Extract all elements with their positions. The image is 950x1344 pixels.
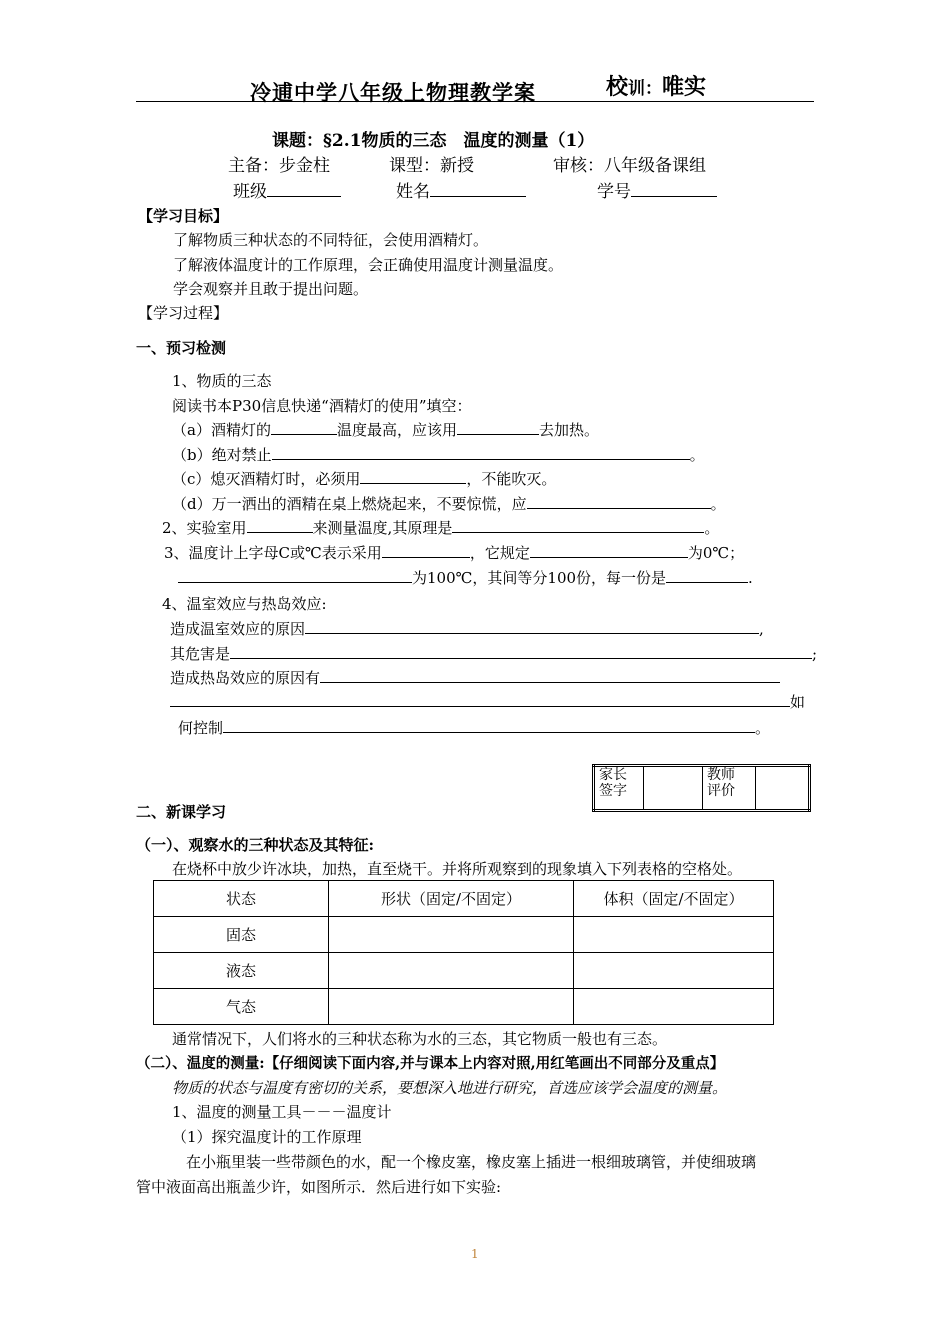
sub2-heading: （二）、温度的测量:【仔细阅读下面内容,并与课本上内容对照,用红笔画出不同部分及重点】	[136, 1055, 725, 1072]
blank[interactable]	[457, 420, 539, 435]
q4-line1	[170, 618, 764, 639]
tool-text: 1、温度的测量工具－－－温度计	[172, 1103, 392, 1121]
goal-item: 了解液体温度计的工作原理，会正确使用温度计测量温度。	[173, 256, 564, 274]
name-label: 姓名	[396, 182, 430, 202]
q2-text: 2、实验室用	[162, 519, 247, 537]
para-line1: 在小瓶里装一些带颜色的水，配一个橡皮塞，橡皮塞上插进一根细玻璃管，并使细玻璃	[186, 1153, 757, 1171]
blank[interactable]	[305, 619, 759, 634]
table-row	[154, 989, 774, 1025]
explore-text: （1）探究温度计的工作原理	[172, 1128, 362, 1146]
motto-text: 唯实	[662, 75, 707, 100]
blank[interactable]	[452, 518, 704, 533]
sub1-heading: （一）、观察水的三种状态及其特征:	[136, 836, 375, 854]
q3-text: ，它规定	[469, 544, 530, 562]
q1b-text: （b）绝对禁止	[172, 446, 272, 464]
q3-text: 为0℃；	[687, 544, 745, 562]
school-motto	[606, 70, 706, 101]
sign-label: 签字	[599, 783, 627, 799]
q4-text: 造成热岛效应的原因有	[170, 669, 321, 687]
shape-cell[interactable]	[329, 989, 574, 1025]
state-cell: 气态	[154, 989, 329, 1025]
q1b-text: 。	[689, 446, 705, 464]
table-row	[154, 917, 774, 953]
motto-label: 训：	[628, 79, 663, 99]
signature-box	[592, 764, 811, 812]
q4-line2	[170, 643, 817, 664]
q4-text: 。	[755, 719, 771, 737]
table-header: 体积（固定/不固定）	[574, 881, 774, 917]
volume-cell[interactable]	[574, 917, 774, 953]
process-heading: 【学习过程】	[138, 304, 229, 322]
class-field[interactable]	[233, 177, 341, 202]
q4-text: 造成温室效应的原因	[170, 620, 306, 638]
lesson-title: 课题：§2.1物质的三态 温度的测量（1）	[272, 131, 595, 151]
q3-text: 3、温度计上字母C或℃表示采用	[164, 544, 382, 562]
blank[interactable]	[247, 518, 313, 533]
blank[interactable]	[527, 494, 711, 509]
table-row	[154, 953, 774, 989]
header-rule	[136, 101, 814, 102]
sub1-text: 在烧杯中放少许冰块，加热，直至烧干。并将所观察到的现象填入下列表格的空格处。	[172, 860, 743, 878]
blank[interactable]	[666, 568, 748, 583]
q2-line	[162, 517, 719, 538]
q1c-line	[172, 468, 556, 489]
volume-cell[interactable]	[574, 953, 774, 989]
shape-cell[interactable]	[329, 917, 574, 953]
state-cell: 液态	[154, 953, 329, 989]
q2-text: 来测量温度,其原理是	[312, 519, 453, 537]
q4-text: 何控制	[178, 719, 224, 737]
blank[interactable]	[530, 543, 688, 558]
blank[interactable]	[230, 644, 812, 659]
state-cell: 固态	[154, 917, 329, 953]
parent-sign-label	[594, 766, 644, 811]
blank[interactable]	[382, 543, 470, 558]
q4-text: ,	[759, 620, 764, 638]
goal-item: 学会观察并且敢于提出问题。	[173, 280, 369, 298]
q4-line4	[170, 691, 805, 712]
q3-line	[164, 542, 744, 563]
sign-label: 家长	[599, 767, 627, 783]
sign-label: 评价	[707, 783, 735, 799]
q1-intro: 阅读书本P30信息快递“酒精灯的使用”填空：	[172, 397, 472, 415]
blank[interactable]	[178, 568, 412, 583]
id-label: 学号	[597, 182, 631, 202]
q4-text: ;	[812, 645, 818, 663]
preview-heading: 一、预习检测	[136, 339, 227, 357]
q1-title: 1、物质的三态	[172, 372, 272, 390]
class-label: 班级	[233, 182, 267, 202]
id-field[interactable]	[597, 177, 717, 202]
q3-line2	[178, 567, 753, 588]
table-header-row	[154, 881, 774, 917]
q4-line5	[178, 717, 770, 738]
q3-text: 为100℃，其间等分100份，每一份是	[412, 569, 667, 587]
name-field[interactable]	[396, 177, 526, 202]
goals-heading: 【学习目标】	[138, 207, 229, 225]
q1c-text: （c）熄灭酒精灯时，必须用	[172, 470, 361, 488]
new-heading: 二、新课学习	[136, 803, 227, 821]
teacher-eval-cell[interactable]	[756, 766, 810, 811]
lesson-reviewer: 审核：八年级备课组	[553, 156, 706, 176]
parent-sign-cell[interactable]	[644, 766, 703, 811]
lesson-author: 主备：步金柱	[228, 156, 330, 176]
table-header: 状态	[154, 881, 329, 917]
school-title: 冷逋中学八年级上物理教学案	[250, 81, 536, 105]
italic-text: 物质的状态与温度有密切的关系，要想深入地进行研究，首选应该学会温度的测量。	[172, 1079, 728, 1097]
q1a-text: 温度最高，应该用	[336, 421, 457, 439]
q1d-line	[172, 493, 726, 514]
after-table-text: 通常情况下，人们将水的三种状态称为水的三态，其它物质一般也有三态。	[172, 1030, 668, 1048]
page-number: 1	[471, 1247, 479, 1261]
blank[interactable]	[272, 445, 690, 460]
q4-text: 其危害是	[170, 645, 231, 663]
q4-line3	[170, 667, 780, 688]
goal-item: 了解物质三种状态的不同特征，会使用酒精灯。	[173, 231, 489, 249]
blank[interactable]	[170, 692, 790, 707]
q1c-text: ，不能吹灭。	[466, 470, 557, 488]
blank[interactable]	[320, 668, 780, 683]
q1a-text: （a）酒精灯的	[172, 421, 271, 439]
blank[interactable]	[271, 420, 337, 435]
q1a-line	[172, 419, 599, 440]
lesson-type: 课型：新授	[389, 156, 474, 176]
volume-cell[interactable]	[574, 989, 774, 1025]
q4-text: 如	[790, 693, 806, 711]
q1b-line	[172, 444, 705, 465]
q1d-text: （d）万一洒出的酒精在桌上燃烧起来，不要惊慌，应	[172, 495, 527, 513]
teacher-eval-label	[703, 766, 756, 811]
q3-text: .	[748, 569, 753, 587]
motto-char: 校	[606, 75, 629, 100]
sign-label: 教师	[707, 767, 735, 783]
blank[interactable]	[223, 718, 755, 733]
para-line2: 管中液面高出瓶盖少许，如图所示．然后进行如下实验:	[136, 1178, 502, 1196]
q1d-text: 。	[710, 495, 726, 513]
q2-text: 。	[704, 519, 720, 537]
shape-cell[interactable]	[329, 953, 574, 989]
blank[interactable]	[360, 469, 466, 484]
water-states-table	[153, 880, 774, 1025]
table-header: 形状（固定/不固定）	[329, 881, 574, 917]
q1a-text: 去加热。	[538, 421, 599, 439]
q4-title: 4、温室效应与热岛效应:	[162, 595, 327, 613]
